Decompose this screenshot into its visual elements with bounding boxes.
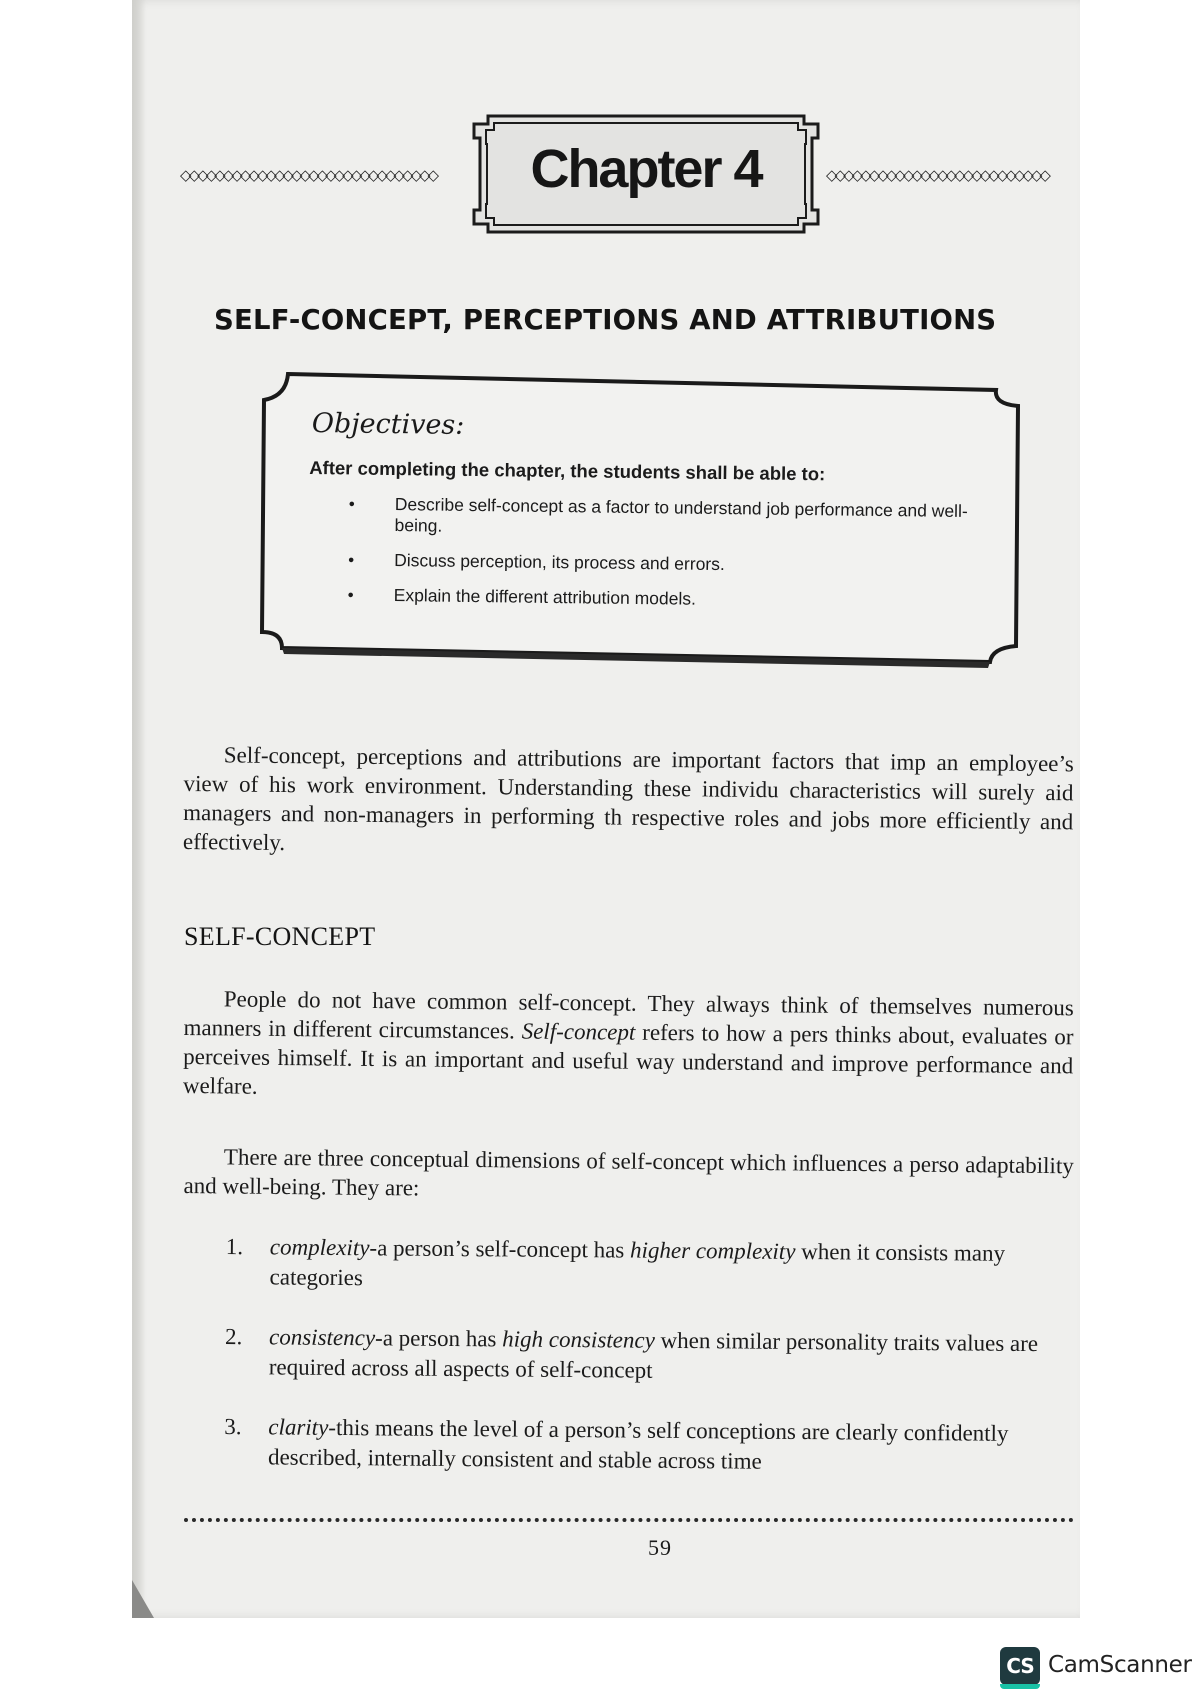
objective-item — [308, 584, 998, 613]
dimension-emphasis: higher complexity — [629, 1237, 796, 1264]
term-self-concept: Self-concept — [521, 1018, 636, 1045]
objectives-intro: After completing the chapter, the students shall be able to: — [309, 456, 826, 485]
item-number: 2. — [224, 1324, 243, 1350]
dimension-text: -a person has — [374, 1325, 503, 1352]
self-concept-paragraph-1 — [183, 984, 1074, 1109]
bullet-icon: • — [347, 585, 354, 605]
dimension-text: -this means the level of a person’s self conceptions are clearly confidently described, internally consistent and stable across time — [267, 1414, 1009, 1474]
objective-item — [308, 549, 998, 578]
dimension-term: consistency — [268, 1324, 376, 1351]
list-item — [223, 1322, 1073, 1389]
page-number: 59 — [648, 1535, 672, 1560]
objective-text: Describe self-concept as a factor to understand job performance and well-being. — [394, 494, 968, 536]
objective-text: Discuss perception, its process and errors. — [394, 550, 725, 575]
camscanner-logo-icon: CS — [1000, 1647, 1040, 1685]
banner-ornament-right: ◇◇◇◇◇◇◇◇◇◇◇◇◇◇◇◇◇◇◇◇◇◇◇◇◇◇ — [826, 167, 1048, 183]
dimensions-list — [222, 1232, 1074, 1509]
dimension-text: -a person’s self-concept has — [369, 1235, 631, 1263]
objectives-list — [308, 493, 999, 613]
list-item — [222, 1412, 1072, 1479]
dimension-term: clarity — [268, 1414, 329, 1440]
self-concept-paragraph-2: There are three conceptual dimensions of self-concept which influences a perso adaptability and well-being. They are: — [183, 1144, 1074, 1201]
footer-divider — [184, 1518, 1074, 1522]
item-number: 1. — [225, 1234, 244, 1260]
dimension-text: when similar personality traits values are required across all aspects of self-concept — [268, 1327, 1039, 1383]
chapter-label: Chapter 4 — [530, 139, 762, 199]
page-corner-fold — [132, 1580, 154, 1618]
dimension-term: complexity — [269, 1234, 370, 1261]
paragraph-text: refers to how a pers thinks about, evaluates or perceives himself. It is an important and useful way understand and improve performance and welfare. — [182, 1019, 1074, 1099]
objective-item — [308, 493, 998, 543]
section-heading-self-concept: SELF-CONCEPT — [184, 922, 376, 951]
banner-ornament-left: ◇◇◇◇◇◇◇◇◇◇◇◇◇◇◇◇◇◇◇◇◇◇◇◇◇◇◇◇◇◇ — [180, 167, 437, 183]
item-number: 3. — [224, 1414, 242, 1440]
paragraph-text: People do not have common self-concept. They always think of themselves numerous manners in different circumstances. — [183, 986, 1074, 1044]
dimension-text: when it consists many categories — [269, 1238, 1006, 1291]
intro-paragraph: Self-concept, perceptions and attributions are important factors that imp an employee’s view of his work environment. Understanding these individu characteristics will surely aid managers and non-managers in performing th respective roles and jobs more efficiently and effectively. — [182, 742, 1074, 856]
list-item — [223, 1232, 1073, 1299]
bullet-icon: • — [348, 494, 355, 514]
objective-text: Explain the different attribution models. — [393, 585, 697, 609]
chapter-title: SELF-CONCEPT, PERCEPTIONS AND ATTRIBUTIONS — [214, 304, 997, 337]
page-edge-shadow — [132, 0, 146, 1618]
camscanner-brand: CamScanner — [1048, 1652, 1192, 1678]
objectives-content — [307, 408, 1000, 627]
objectives-heading: Objectives: — [311, 408, 465, 441]
bullet-icon: • — [348, 550, 355, 570]
dimension-emphasis: high consistency — [502, 1326, 655, 1353]
